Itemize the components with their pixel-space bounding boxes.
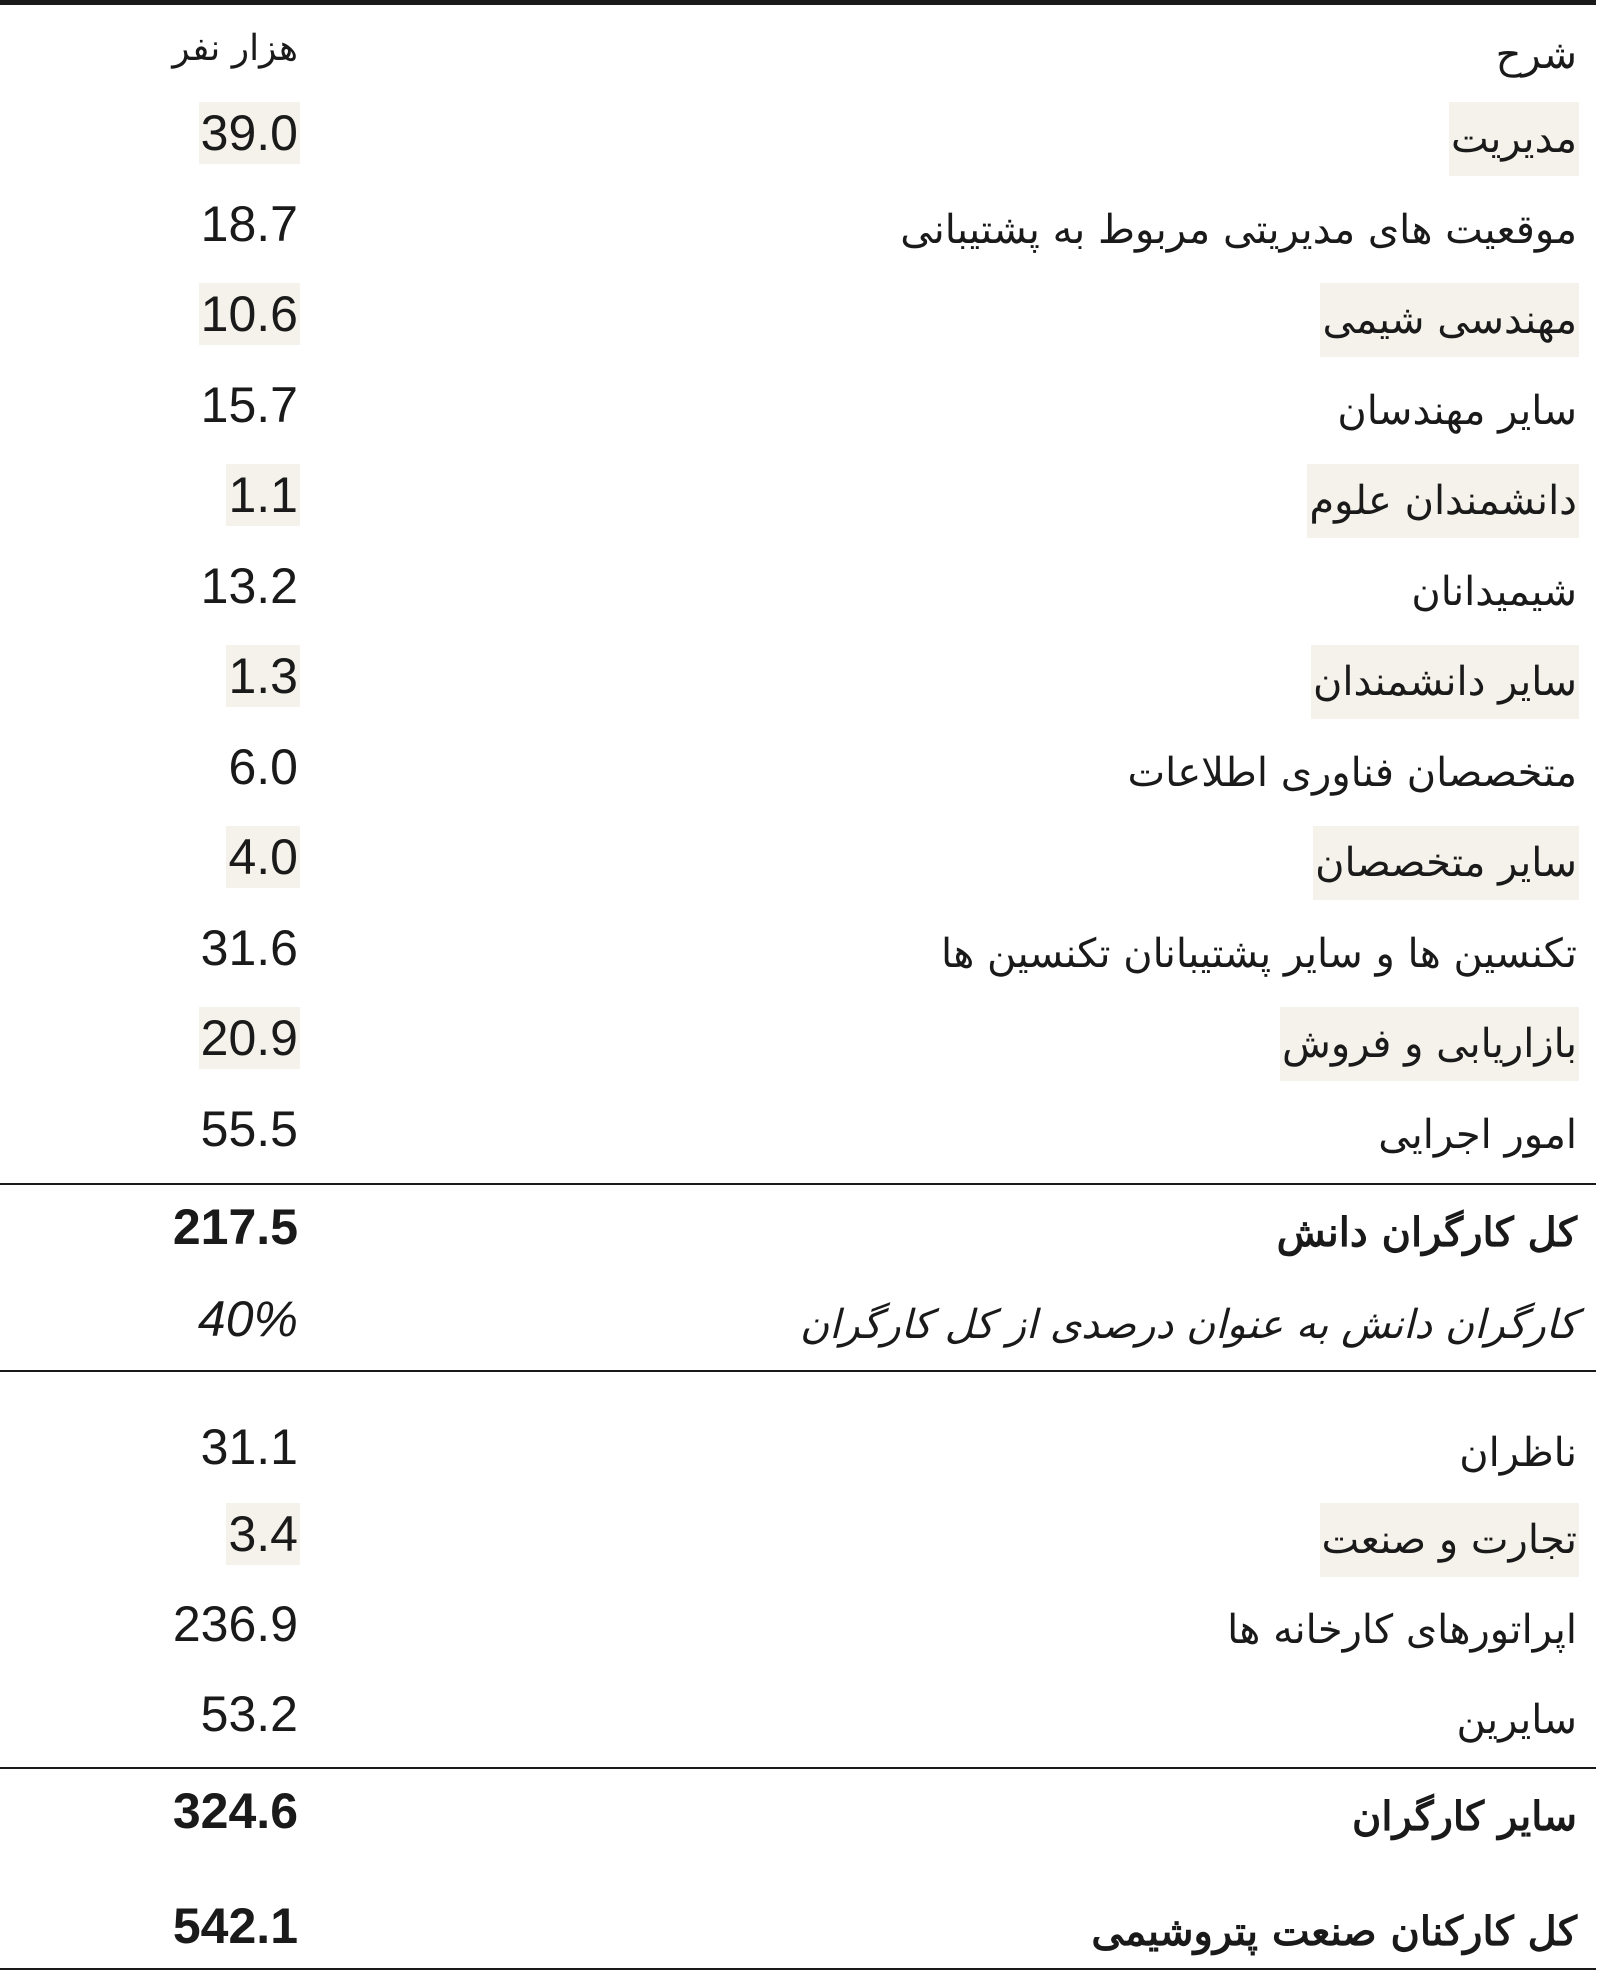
knowledge-total-rule bbox=[0, 1183, 1596, 1185]
row-value: 31.6 bbox=[200, 919, 298, 976]
row-value: 55.5 bbox=[200, 1100, 298, 1157]
row-label: امور اجرایی bbox=[1378, 1111, 1577, 1158]
row-label: بازاریابی و فروش bbox=[1280, 1007, 1579, 1081]
row-label: دانشمندان علوم bbox=[1307, 464, 1579, 538]
table-row bbox=[0, 736, 1611, 814]
row-value: 6.0 bbox=[228, 738, 298, 795]
table-row bbox=[0, 826, 1611, 904]
row-value: 3.4 bbox=[226, 1503, 300, 1565]
table-row bbox=[0, 283, 1611, 361]
table-header-row bbox=[0, 18, 1611, 96]
row-label: تجارت و صنعت bbox=[1320, 1503, 1579, 1577]
table-row bbox=[0, 374, 1611, 452]
other-total-label: سایر کارگران bbox=[1352, 1793, 1577, 1840]
header-description: شرح bbox=[1495, 32, 1577, 78]
table-row bbox=[0, 102, 1611, 180]
row-label: سایر مهندسان bbox=[1337, 387, 1577, 434]
knowledge-percent-value: 40% bbox=[197, 1291, 298, 1347]
table-row bbox=[0, 917, 1611, 995]
bottom-rule bbox=[0, 1968, 1596, 1970]
knowledge-percent-label: کارگران دانش به عنوان درصدی از کل کارگران bbox=[799, 1302, 1577, 1348]
row-value: 13.2 bbox=[200, 557, 298, 614]
row-label: سایرین bbox=[1456, 1697, 1577, 1743]
row-value: 236.9 bbox=[172, 1596, 298, 1652]
table-row bbox=[0, 645, 1611, 723]
table-row bbox=[0, 1416, 1611, 1494]
row-label: ناظران bbox=[1459, 1430, 1577, 1476]
row-value: 1.3 bbox=[226, 645, 300, 707]
grand-total-value: 542.1 bbox=[172, 1898, 298, 1954]
row-label: موقعیت های مدیریتی مربوط به پشتیبانی bbox=[900, 206, 1577, 253]
knowledge-total-value: 217.5 bbox=[172, 1199, 298, 1255]
table-row bbox=[0, 1683, 1611, 1761]
row-label: سایر متخصصان bbox=[1313, 826, 1579, 900]
row-value: 53.2 bbox=[200, 1686, 298, 1742]
row-value: 4.0 bbox=[226, 826, 300, 888]
row-label: سایر دانشمندان bbox=[1311, 645, 1579, 719]
other-total-row bbox=[0, 1780, 1611, 1858]
grand-total-label: کل کارکنان صنعت پتروشیمی bbox=[1091, 1908, 1577, 1955]
row-value: 15.7 bbox=[200, 376, 298, 433]
table-row bbox=[0, 1593, 1611, 1671]
row-label: مهندسی شیمی bbox=[1320, 283, 1579, 357]
knowledge-total-label: کل کارگران دانش bbox=[1276, 1209, 1577, 1256]
table-row bbox=[0, 555, 1611, 633]
section-divider-rule bbox=[0, 1370, 1596, 1372]
table-row bbox=[0, 1007, 1611, 1085]
row-value: 18.7 bbox=[200, 195, 298, 252]
row-label: تکنسین ها و سایر پشتیبانان تکنسین ها bbox=[941, 930, 1577, 977]
row-value: 1.1 bbox=[226, 464, 300, 526]
row-value: 10.6 bbox=[199, 283, 300, 345]
table-row bbox=[0, 1098, 1611, 1176]
row-value: 39.0 bbox=[199, 102, 300, 164]
row-label: مدیریت bbox=[1449, 102, 1579, 176]
row-value: 20.9 bbox=[199, 1007, 300, 1069]
row-value: 31.1 bbox=[200, 1419, 298, 1475]
row-label: متخصصان فناوری اطلاعات bbox=[1127, 749, 1577, 796]
table-row bbox=[0, 464, 1611, 542]
knowledge-percent-row bbox=[0, 1288, 1611, 1366]
table-row bbox=[0, 193, 1611, 271]
header-unit: هزار نفر bbox=[172, 28, 298, 69]
row-label: اپراتورهای کارخانه ها bbox=[1227, 1607, 1577, 1653]
other-total-rule bbox=[0, 1767, 1596, 1769]
top-rule bbox=[0, 0, 1596, 5]
knowledge-total-row bbox=[0, 1196, 1611, 1274]
grand-total-row bbox=[0, 1895, 1611, 1973]
row-label: شیمیدانان bbox=[1411, 568, 1577, 615]
other-total-value: 324.6 bbox=[172, 1783, 298, 1839]
table-row bbox=[0, 1503, 1611, 1581]
